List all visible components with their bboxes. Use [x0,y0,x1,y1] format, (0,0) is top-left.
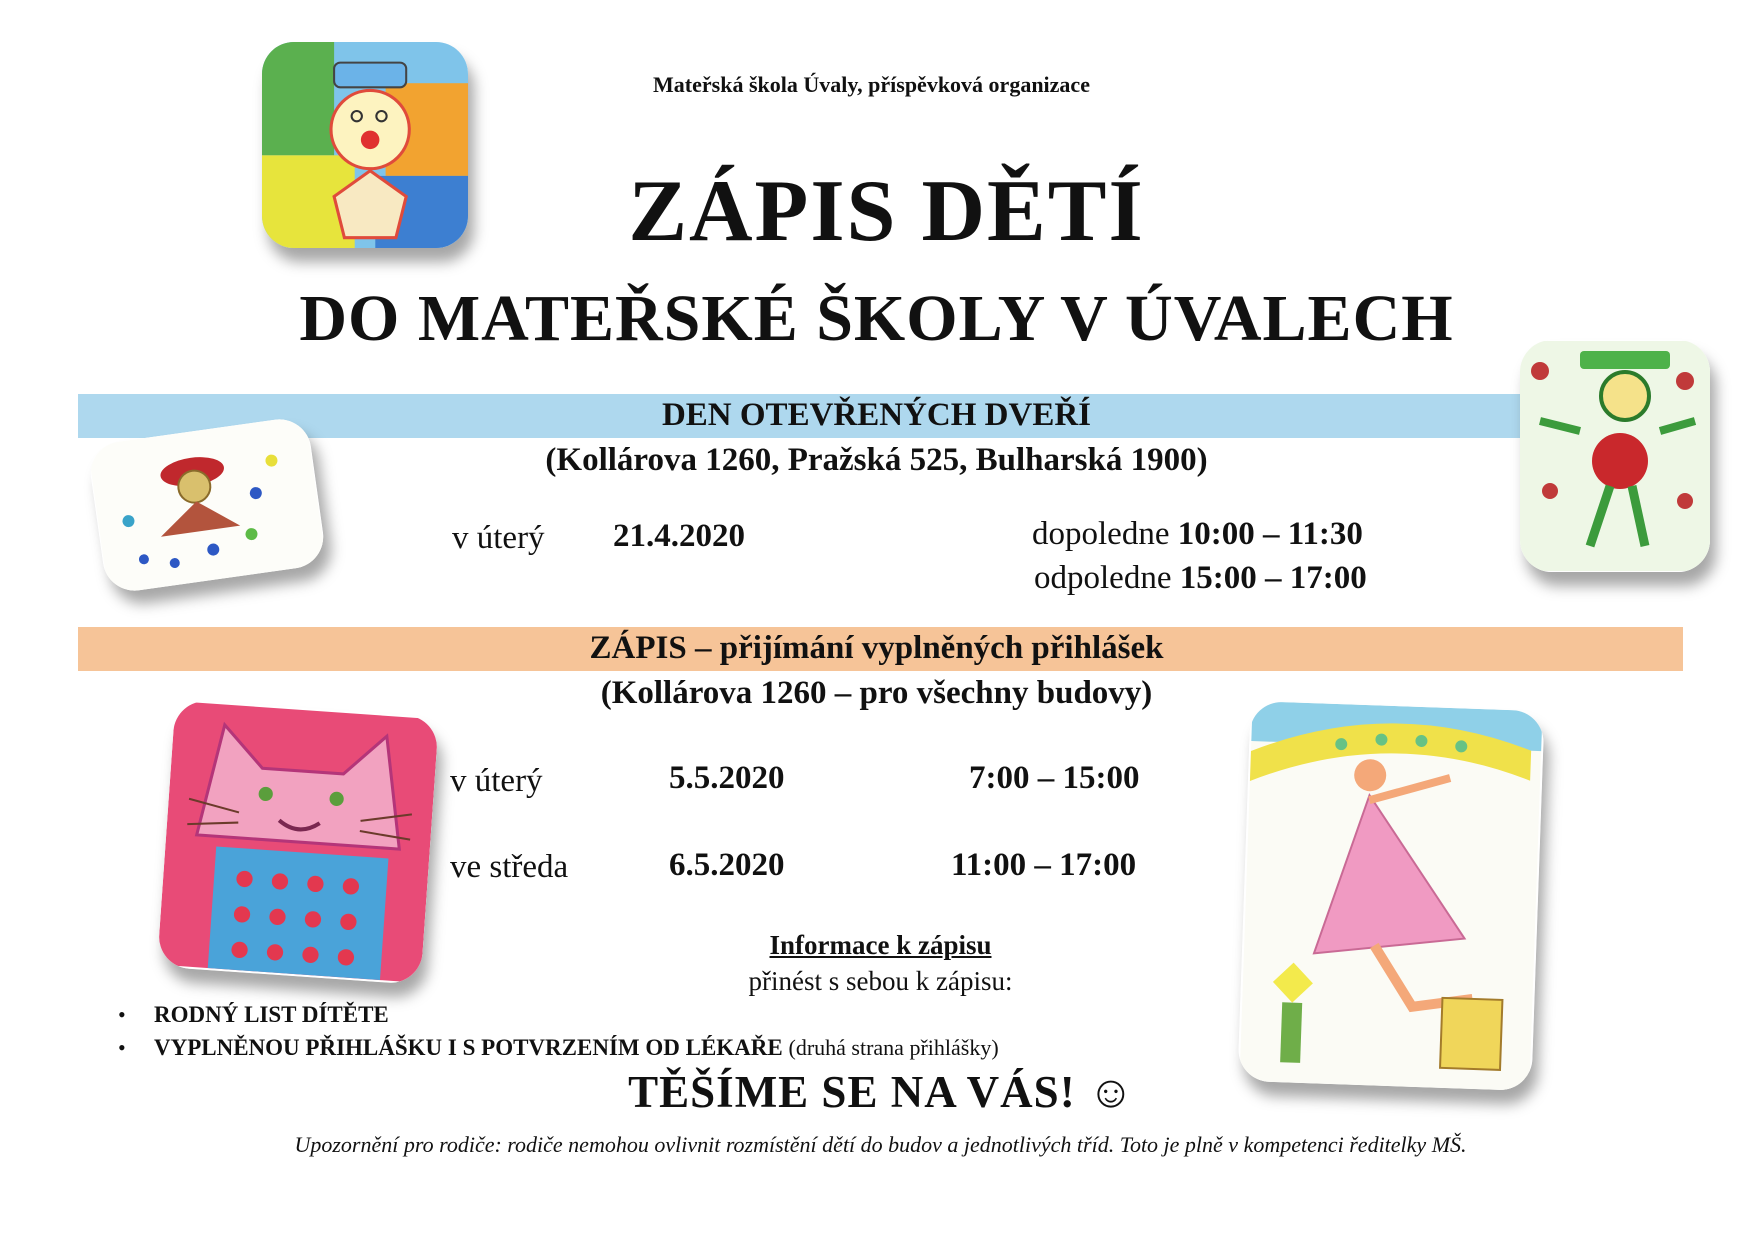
enrollment-row-2-day: ve středa [450,849,569,885]
page-subtitle: DO MATEŘSKÉ ŠKOLY V ÚVALECH [299,282,1454,355]
open-day-locations: (Kollárova 1260, Pražská 525, Bulharská 1900) [545,442,1208,478]
clown-drawing [262,42,468,248]
enrollment-row-1-time: 7:00 – 15:00 [969,760,1140,796]
afternoon-time: 15:00 – 17:00 [1179,560,1367,596]
parent-notice: Upozornění pro rodiče: rodiče nemohou ovlivnit rozmístění dětí do budov a jednotlivých tříd. Toto je plně v kompetenci ředitelky MŠ. [294,1132,1467,1157]
open-day-date: 21.4.2020 [613,518,745,554]
open-day-heading: DEN OTEVŘENÝCH DVEŘÍ [661,397,1092,433]
morning-label: dopoledne [1032,516,1170,552]
enrollment-row-1-date: 5.5.2020 [669,760,785,796]
requirements-list [118,998,999,1064]
bullet-icon: • [118,1002,126,1027]
organization-name: Mateřská škola Úvaly, příspěvková organizace [653,72,1090,97]
enrollment-row-1-day: v úterý [450,763,543,799]
enrollment-location: (Kollárova 1260 – pro všechny budovy) [600,675,1153,711]
open-day-morning [1032,518,1363,551]
item-text: RODNÝ LIST DÍTĚTE [154,1002,389,1027]
info-title: Informace k zápisu [769,930,992,960]
enrollment-row-2-time: 11:00 – 17:00 [951,847,1137,883]
list-item [118,1031,999,1064]
enrollment-heading: ZÁPIS – přijímání vyplněných přihlášek [589,630,1164,666]
list-item [118,998,999,1031]
item-text: VYPLNĚNOU PŘIHLÁŠKU I S POTVRZENÍM OD LÉKAŘE [154,1035,783,1060]
girl-flowers-drawing [87,415,328,594]
info-subtitle: přinést s sebou k zápisu: [748,966,1013,996]
morning-time: 10:00 – 11:30 [1177,516,1363,552]
afternoon-label: odpoledne [1034,560,1172,596]
enrollment-row-2-date: 6.5.2020 [669,847,785,883]
item-note: (druhá strana přihlášky) [788,1035,999,1060]
open-day-afternoon [1034,562,1367,595]
dancing-girl-drawing [1237,701,1544,1091]
closing-message: TĚŠÍME SE NA VÁS! ☺ [628,1067,1135,1117]
open-day-weekday: v úterý [452,520,545,556]
page-title: ZÁPIS DĚTÍ [628,163,1145,260]
cat-drawing [157,699,439,985]
bullet-icon: • [118,1035,126,1060]
green-girl-drawing [1520,340,1710,572]
